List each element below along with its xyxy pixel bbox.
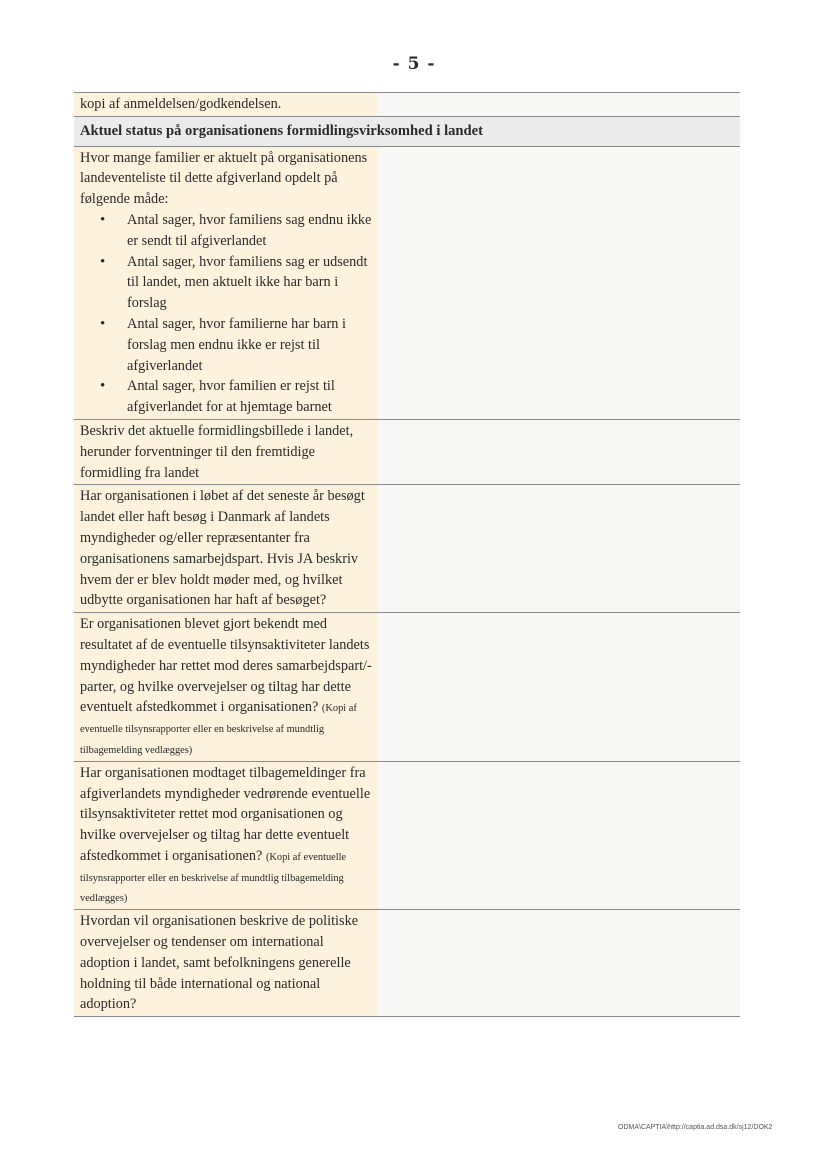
list-item: • Antal sager, hvor familiens sag er udsendt til landet, men aktuelt ikke har barn i forslag: [80, 252, 372, 314]
question-text: Hvor mange familier er aktuelt på organisationens landeventeliste til dette afgiverland opdelt på følgende måde:: [80, 149, 368, 208]
list-item: • Antal sager, hvor familierne har barn i forslag men endnu ikke er rejst til afgiverlandet: [80, 314, 372, 376]
table-row: [74, 419, 740, 484]
question-text: Har organisationen modtaget tilbagemeldinger fra afgiverlandets myndigheder vedrørende eventuelle tilsynsaktiviteter rettet mod organisationen og hvilke overvejelser og tiltag har dette eventuelt afstedkommet i organisationen?: [80, 764, 371, 864]
question-cell: [74, 419, 378, 484]
question-cell: [74, 485, 378, 613]
question-cell: [74, 761, 378, 910]
question-text: Har organisationen i løbet af det seneste år besøgt landet eller haft besøg i Danmark af landets myndigheder og/eller repræsentanter fra organisationens samarbejdspart. Hvis JA beskriv hvem der er blev holdt møder med, og hvilket udbytte organisationen har haft af besøget?: [80, 488, 365, 609]
answer-cell[interactable]: [378, 146, 740, 419]
answer-cell[interactable]: [378, 613, 740, 762]
table-row: [74, 910, 740, 1017]
question-text: Beskriv det aktuelle formidlingsbillede i landet, herunder forventninger til den fremtidige formidling fra landet: [80, 422, 354, 481]
section-header-row: [74, 116, 740, 146]
section-header: Aktuel status på organisationens formidlingsvirksomhed i landet: [74, 116, 740, 146]
answer-cell[interactable]: [378, 761, 740, 910]
answer-cell[interactable]: [378, 419, 740, 484]
table-row: [74, 146, 740, 419]
answer-cell[interactable]: [378, 485, 740, 613]
question-cell: [74, 910, 378, 1017]
question-text: Er organisationen blevet gjort bekendt med resultatet af de eventuelle tilsynsaktiviteter landets myndigheder har rettet mod deres samarbejdspart/-parter, og hvilke overvejelser og tiltag har dette eventuelt afstedkommet i organisationen?: [80, 616, 372, 716]
question-note: (Kopi af eventuelle tilsynsrapporter eller en beskrivelse af mundtlig tilbagemelding vedlægges): [80, 851, 347, 905]
question-cell: [74, 146, 378, 419]
continuation-text: kopi af anmeldelsen/godkendelsen.: [74, 93, 378, 117]
status-form-table: [74, 92, 740, 1017]
question-note: (Kopi af eventuelle tilsynsrapporter eller en beskrivelse af mundtlig tilbagemelding vedlægges): [80, 703, 357, 756]
bullet-list: [80, 210, 372, 418]
continuation-answer-cell: [378, 93, 740, 117]
continuation-row: [74, 93, 740, 117]
question-text: Hvordan vil organisationen beskrive de politiske overvejelser og tendenser om international adoption i landet, samt befolkningens generelle holdning til både international og national adoption?: [80, 913, 359, 1013]
answer-cell[interactable]: [378, 910, 740, 1017]
question-cell: [74, 613, 378, 762]
table-row: [74, 761, 740, 910]
table-row: [74, 485, 740, 613]
document-path-footer: ODMA\CAPTIA\http://captia.ad.dsa.dk/sj12/DOK2: [618, 1124, 773, 1131]
table-row: [74, 613, 740, 762]
list-item: • Antal sager, hvor familiens sag endnu ikke er sendt til afgiverlandet: [80, 210, 372, 252]
page-number: - 5 -: [392, 54, 436, 74]
list-item: • Antal sager, hvor familien er rejst til afgiverlandet for at hjemtage barnet: [80, 376, 372, 418]
